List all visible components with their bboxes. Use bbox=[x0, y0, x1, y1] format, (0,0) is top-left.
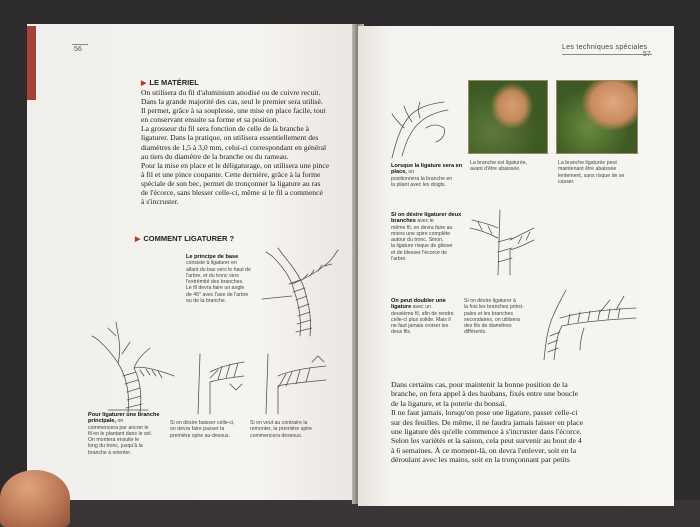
text-line: déroulant avec les mains, soit en la tronçonnant par petits bbox=[391, 455, 570, 465]
triangle-icon: ▶ bbox=[141, 80, 147, 87]
text-line: de l'écorce, sans blesser celle-ci, même si le fil a commencé bbox=[141, 188, 323, 198]
caption-line: première spire au-dessus. bbox=[170, 432, 230, 439]
materiel-paragraph bbox=[141, 88, 351, 206]
right-page-paragraph bbox=[391, 380, 641, 465]
caption-title: Lorsque la ligature sera en place, bbox=[391, 163, 463, 176]
caption-main-branch bbox=[88, 412, 168, 456]
caption-two-branches bbox=[391, 212, 465, 262]
text-line: au tiers du diamètre de la branche ou du rameau. bbox=[141, 151, 289, 161]
caption-principle bbox=[186, 254, 264, 304]
caption-line: la pliant avec les doigts. bbox=[391, 181, 447, 188]
text-line: à 6 semaines. À ce moment-là, on devra l'enlever, soit en la bbox=[391, 445, 577, 455]
caption-both-branches bbox=[464, 298, 536, 336]
illustration-lower-branch bbox=[178, 354, 248, 414]
caption-line: avant d'être abaissée. bbox=[470, 166, 521, 173]
caption-line: on bbox=[117, 418, 124, 425]
right-page-rule bbox=[562, 54, 652, 55]
left-page-rule bbox=[72, 44, 88, 45]
chapter-tab bbox=[27, 26, 36, 100]
caption-line: deux fils. bbox=[391, 329, 412, 336]
text-line: une ligature dès qu'elle commence à s'incruster dans l'écorce. bbox=[391, 427, 582, 437]
text-line: diamètres de 1,5 à 3,0 mm, celui-ci correspondant en général bbox=[141, 142, 327, 152]
illustration-main-branch bbox=[88, 318, 178, 413]
caption-line: commencera par ancrer le bbox=[88, 424, 149, 431]
caption-line: commencera dessous. bbox=[250, 432, 303, 439]
caption-line: on devra faire passer la bbox=[170, 426, 225, 433]
caption-line: on bbox=[408, 169, 415, 176]
caption-line: Si on veut au contraire la bbox=[250, 420, 308, 426]
text-line: à fil et une pince coupante. Cette dernière, grâce à la forme bbox=[141, 169, 321, 179]
caption-line: secondaires, on utilisera bbox=[464, 316, 520, 323]
caption-line: La branche ligaturée peut bbox=[558, 160, 617, 166]
caption-line: des fils de diamètres bbox=[464, 323, 512, 330]
text-line: Selon les variétés et la saison, cela peut survenir au bout de 4 bbox=[391, 436, 582, 446]
caption-line: l'extrémité des branches. bbox=[186, 279, 244, 286]
text-line: Il permet, grâce à sa souplesse, une mise en place facile, tout bbox=[141, 106, 326, 116]
caption-title: Le principe de base bbox=[186, 254, 239, 260]
caption-line: Le fil devra faire un angle bbox=[186, 285, 245, 292]
caption-photo-1 bbox=[470, 160, 550, 173]
caption-line: de 45° avec l'axe de l'arbre bbox=[186, 291, 249, 298]
caption-line: allant du bas vers le haut de bbox=[186, 266, 251, 273]
caption-photo-2 bbox=[558, 160, 640, 185]
caption-fingers bbox=[391, 163, 463, 188]
caption-line: moins une spire complète bbox=[391, 230, 451, 237]
caption-line: maintenant être abaissée bbox=[558, 166, 617, 173]
caption-line: casser. bbox=[558, 178, 575, 185]
thumb bbox=[0, 470, 70, 527]
caption-line: consiste à ligaturer en bbox=[186, 260, 237, 267]
left-page-number: 56 bbox=[74, 46, 82, 53]
caption-line: différents. bbox=[464, 329, 487, 336]
caption-double-wire bbox=[391, 298, 463, 336]
caption-title: Pour ligaturer une branche principale, bbox=[88, 412, 160, 425]
running-head: Les techniques spéciales bbox=[562, 44, 648, 51]
illustration-double-wire bbox=[540, 290, 640, 360]
caption-lower-branch bbox=[170, 420, 250, 439]
caption-line: La branche est ligaturée, bbox=[470, 160, 528, 166]
caption-line: remonter, la première spire bbox=[250, 426, 312, 433]
caption-line: pales et les branches bbox=[464, 310, 514, 317]
illustration-raise-branch bbox=[256, 354, 331, 414]
text-line: La grosseur du fil sera fonction de celle de la branche à bbox=[141, 124, 310, 134]
caption-line: autour du tronc. Sinon, bbox=[391, 237, 444, 244]
text-line: à s'incruster. bbox=[141, 197, 179, 207]
illustration-hand-bending bbox=[386, 98, 456, 160]
caption-line: l'arbre, et du tronc vers bbox=[186, 272, 239, 279]
section-heading-ligaturer-label: COMMENT LIGATURER ? bbox=[143, 234, 235, 243]
caption-line: la ligature risque de glisser bbox=[391, 243, 453, 250]
text-line: de la ligature, et la poterie du bonsaï. bbox=[391, 398, 507, 408]
caption-line: lentement, sans risque de se bbox=[558, 172, 625, 179]
caption-line: ne faut jamais croiser les bbox=[391, 323, 449, 330]
text-line: Dans la grande majorité des cas, seul le premier sera utilisé. bbox=[141, 97, 323, 107]
text-line: sur des feuilles. De même, il ne faudra jamais laisser en place bbox=[391, 417, 584, 427]
text-line: Dans certains cas, pour maintenir la bonne position de la bbox=[391, 380, 568, 389]
caption-line: l'arbre. bbox=[391, 256, 407, 263]
caption-line: la fois les branches princi- bbox=[464, 304, 524, 311]
text-line: On utilisera du fil d'aluminium anodisé ou de cuivre recuit. bbox=[141, 88, 321, 97]
caption-line: avec le bbox=[417, 218, 434, 225]
caption-line: même fil, on devra faire au bbox=[391, 224, 453, 231]
caption-line: branche à orienter. bbox=[88, 449, 132, 456]
photo-branch-lowered bbox=[556, 80, 638, 154]
caption-line: celle-ci plus solide. Mais il bbox=[391, 316, 451, 323]
caption-line: fil en le plantant dans le sol. bbox=[88, 430, 153, 437]
caption-line: Si on désire ligaturer à bbox=[464, 298, 516, 304]
caption-line: avec un bbox=[412, 304, 431, 311]
caption-line: long du tronc, jusqu'à la bbox=[88, 443, 143, 450]
triangle-icon: ▶ bbox=[135, 236, 141, 243]
text-line: en conservant ensuite sa forme et sa position. bbox=[141, 115, 279, 125]
caption-line: positionnera la branche en bbox=[391, 175, 453, 182]
caption-line: Si on désire baisser celle-ci, bbox=[170, 420, 235, 426]
text-line: spéciale de son bec, permet de tronçonner la ligature au ras bbox=[141, 178, 321, 188]
caption-line: On montera ensuite le bbox=[88, 437, 140, 444]
caption-line: deuxième fil, afin de rendre bbox=[391, 310, 454, 317]
text-line: ligaturer. Dans la pratique, on utilisera essentiellement des bbox=[141, 133, 319, 143]
caption-line: et de blesser l'écorce de bbox=[391, 249, 448, 256]
caption-title: On peut doubler une ligature bbox=[391, 298, 446, 311]
caption-raise-branch bbox=[250, 420, 330, 439]
caption-line: ou de la branche. bbox=[186, 298, 227, 305]
text-line: Il ne faut jamais, lorsqu'on pose une ligature, passer celle-ci bbox=[391, 408, 578, 418]
text-line: Pour la mise en place et le déligaturage, on utilisera une pince bbox=[141, 160, 330, 170]
caption-title: Si on désire ligaturer deux branches bbox=[391, 212, 462, 225]
section-heading-materiel bbox=[141, 78, 199, 87]
text-line: branche, on fera appel à des haubans, fixés entre une boucle bbox=[391, 389, 579, 399]
section-heading-ligaturer bbox=[135, 234, 234, 243]
photo-branch-ligatured bbox=[468, 80, 548, 154]
illustration-two-branches bbox=[468, 210, 538, 275]
section-heading-materiel-label: LE MATÉRIEL bbox=[149, 78, 199, 87]
illustration-tree-principle bbox=[262, 244, 347, 339]
